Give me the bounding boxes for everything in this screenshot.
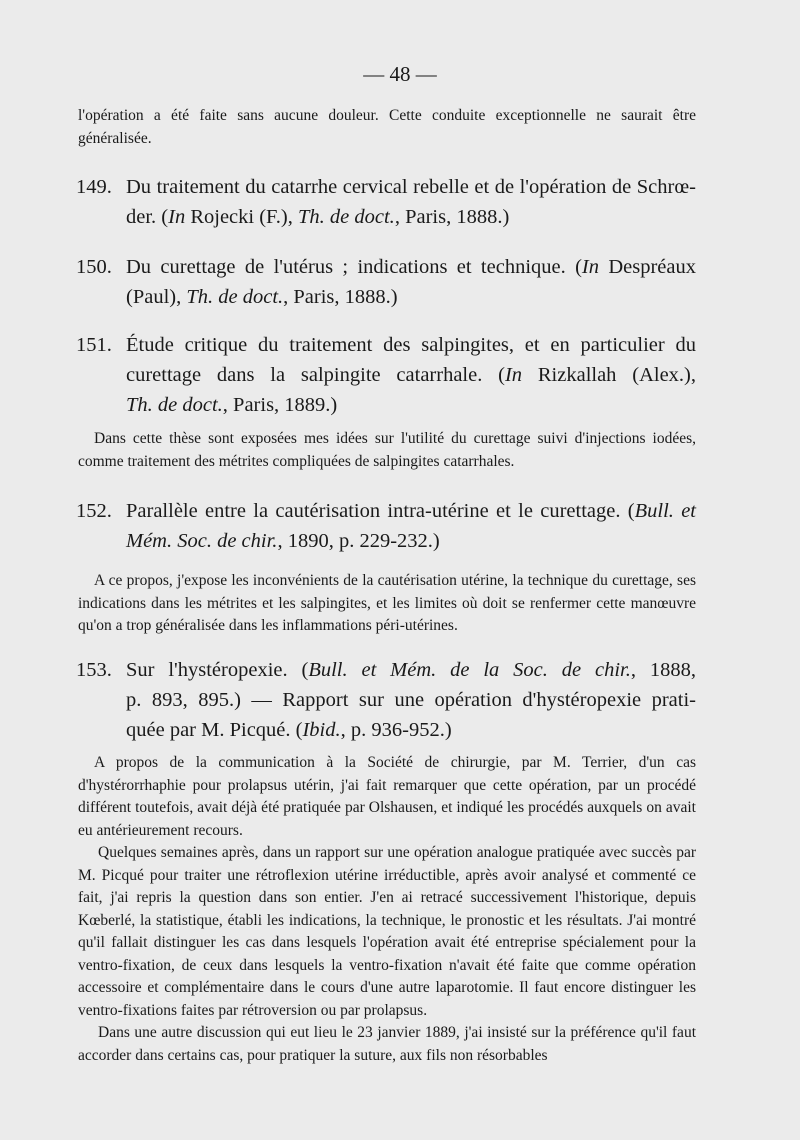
entry-150-line-1: 150. Du curettage de l'utérus ; indications et technique. (In Despréaux <box>76 252 696 282</box>
page-number: — 48 — <box>363 62 437 86</box>
entry-number: 151. <box>76 334 112 356</box>
entry-150-line-2: (Paul), Th. de doct., Paris, 1888.) <box>126 286 398 308</box>
entry-149-line-2: der. (In Rojecki (F.), Th. de doct., Paris, 1888.) <box>126 206 510 228</box>
entry-number: 150. <box>76 256 112 278</box>
note-153-paragraph: Dans une autre discussion qui eut lieu le 23 janvier 1889, j'ai insisté sur la préférence qu'il faut accorder dans certains cas, pour pratiquer la suture, aux fils non résorbables <box>78 1024 696 1064</box>
note-152: A ce propos, j'expose les inconvénients de la cautérisation utérine, la technique du curettage, ses indications dans les métrites et les salpingites, et les limites où doit se renfermer cette manœuvre qu'on a trop généralisée dans les inflammations péri-utérines. <box>78 572 696 634</box>
entry-153-line-2: p. 893, 895.) — Rapport sur une opération d'hystéropexie prati- <box>126 689 696 711</box>
entry-151-line-1: 151. Étude critique du traitement des salpingites, et en particulier du <box>76 330 696 360</box>
entry-153-line-1: 153. Sur l'hystéropexie. (Bull. et Mém. de la Soc. de chir., 1888, <box>76 655 696 685</box>
note-153-paragraph: A propos de la communication à la Société de chirurgie, par M. Terrier, d'un cas d'hystérorrhaphie pour prolapsus utérin, j'ai fait remarquer que cette opération, par un procédé différent toutefois, avait déjà été pratiquée par Olshausen, et indiqué les procédés auxquels on avait eu antérieurement recours. <box>78 754 696 839</box>
entry-152-line-2: Mém. Soc. de chir., 1890, p. 229-232.) <box>126 530 440 552</box>
entry-number: 152. <box>76 500 112 522</box>
entry-151-line-3: Th. de doct., Paris, 1889.) <box>126 394 338 416</box>
entry-152-line-1: 152. Parallèle entre la cautérisation intra-utérine et le curettage. (Bull. et <box>76 496 696 526</box>
entry-153 <box>76 655 696 745</box>
intro-paragraph: l'opération a été faite sans aucune douleur. Cette conduite exceptionnelle ne saurait être généralisée. <box>78 107 696 147</box>
note-153 <box>78 752 696 1067</box>
note-151: Dans cette thèse sont exposées mes idées sur l'utilité du curettage suivi d'injections iodées, comme traitement des métrites compliquées de salpingites catarrhales. <box>78 430 696 470</box>
entry-150 <box>76 252 696 312</box>
entry-149-line-1: 149. Du traitement du catarrhe cervical rebelle et de l'opération de Schrœ- <box>76 172 696 202</box>
entry-152 <box>76 496 696 556</box>
note-153-paragraph: Quelques semaines après, dans un rapport sur une opération analogue pratiquée avec succès par M. Picqué pour traiter une rétroflexion utérine irréductible, après avoir analysé et commenté ce fait, j'ai repris la question dans son entier. J'en ai retracé successivement l'historique, depuis Kœberlé, la statistique, établi les indications, la technique, le pronostic et les résultats. J'ai montré qu'il fallait distinguer les cas dans lesquels l'opération avait été entreprise spécialement pour la ventro-fixation, de ceux dans lesquels la ventro-fixation n'avait été faite que comme opération accessoire et complémentaire dans le cours d'une autre laparotomie. Il faut encore distinguer les ventro-fixations faites par rétroversion ou par prolapsus. <box>78 844 696 1019</box>
entry-number: 153. <box>76 659 112 681</box>
entry-number: 149. <box>76 176 112 198</box>
entry-149 <box>76 172 696 232</box>
entry-151 <box>76 330 696 420</box>
entry-153-line-3: quée par M. Picqué. (Ibid., p. 936-952.) <box>126 719 452 741</box>
entry-151-line-2: curettage dans la salpingite catarrhale. (In Rizkallah (Alex.), <box>126 364 696 386</box>
